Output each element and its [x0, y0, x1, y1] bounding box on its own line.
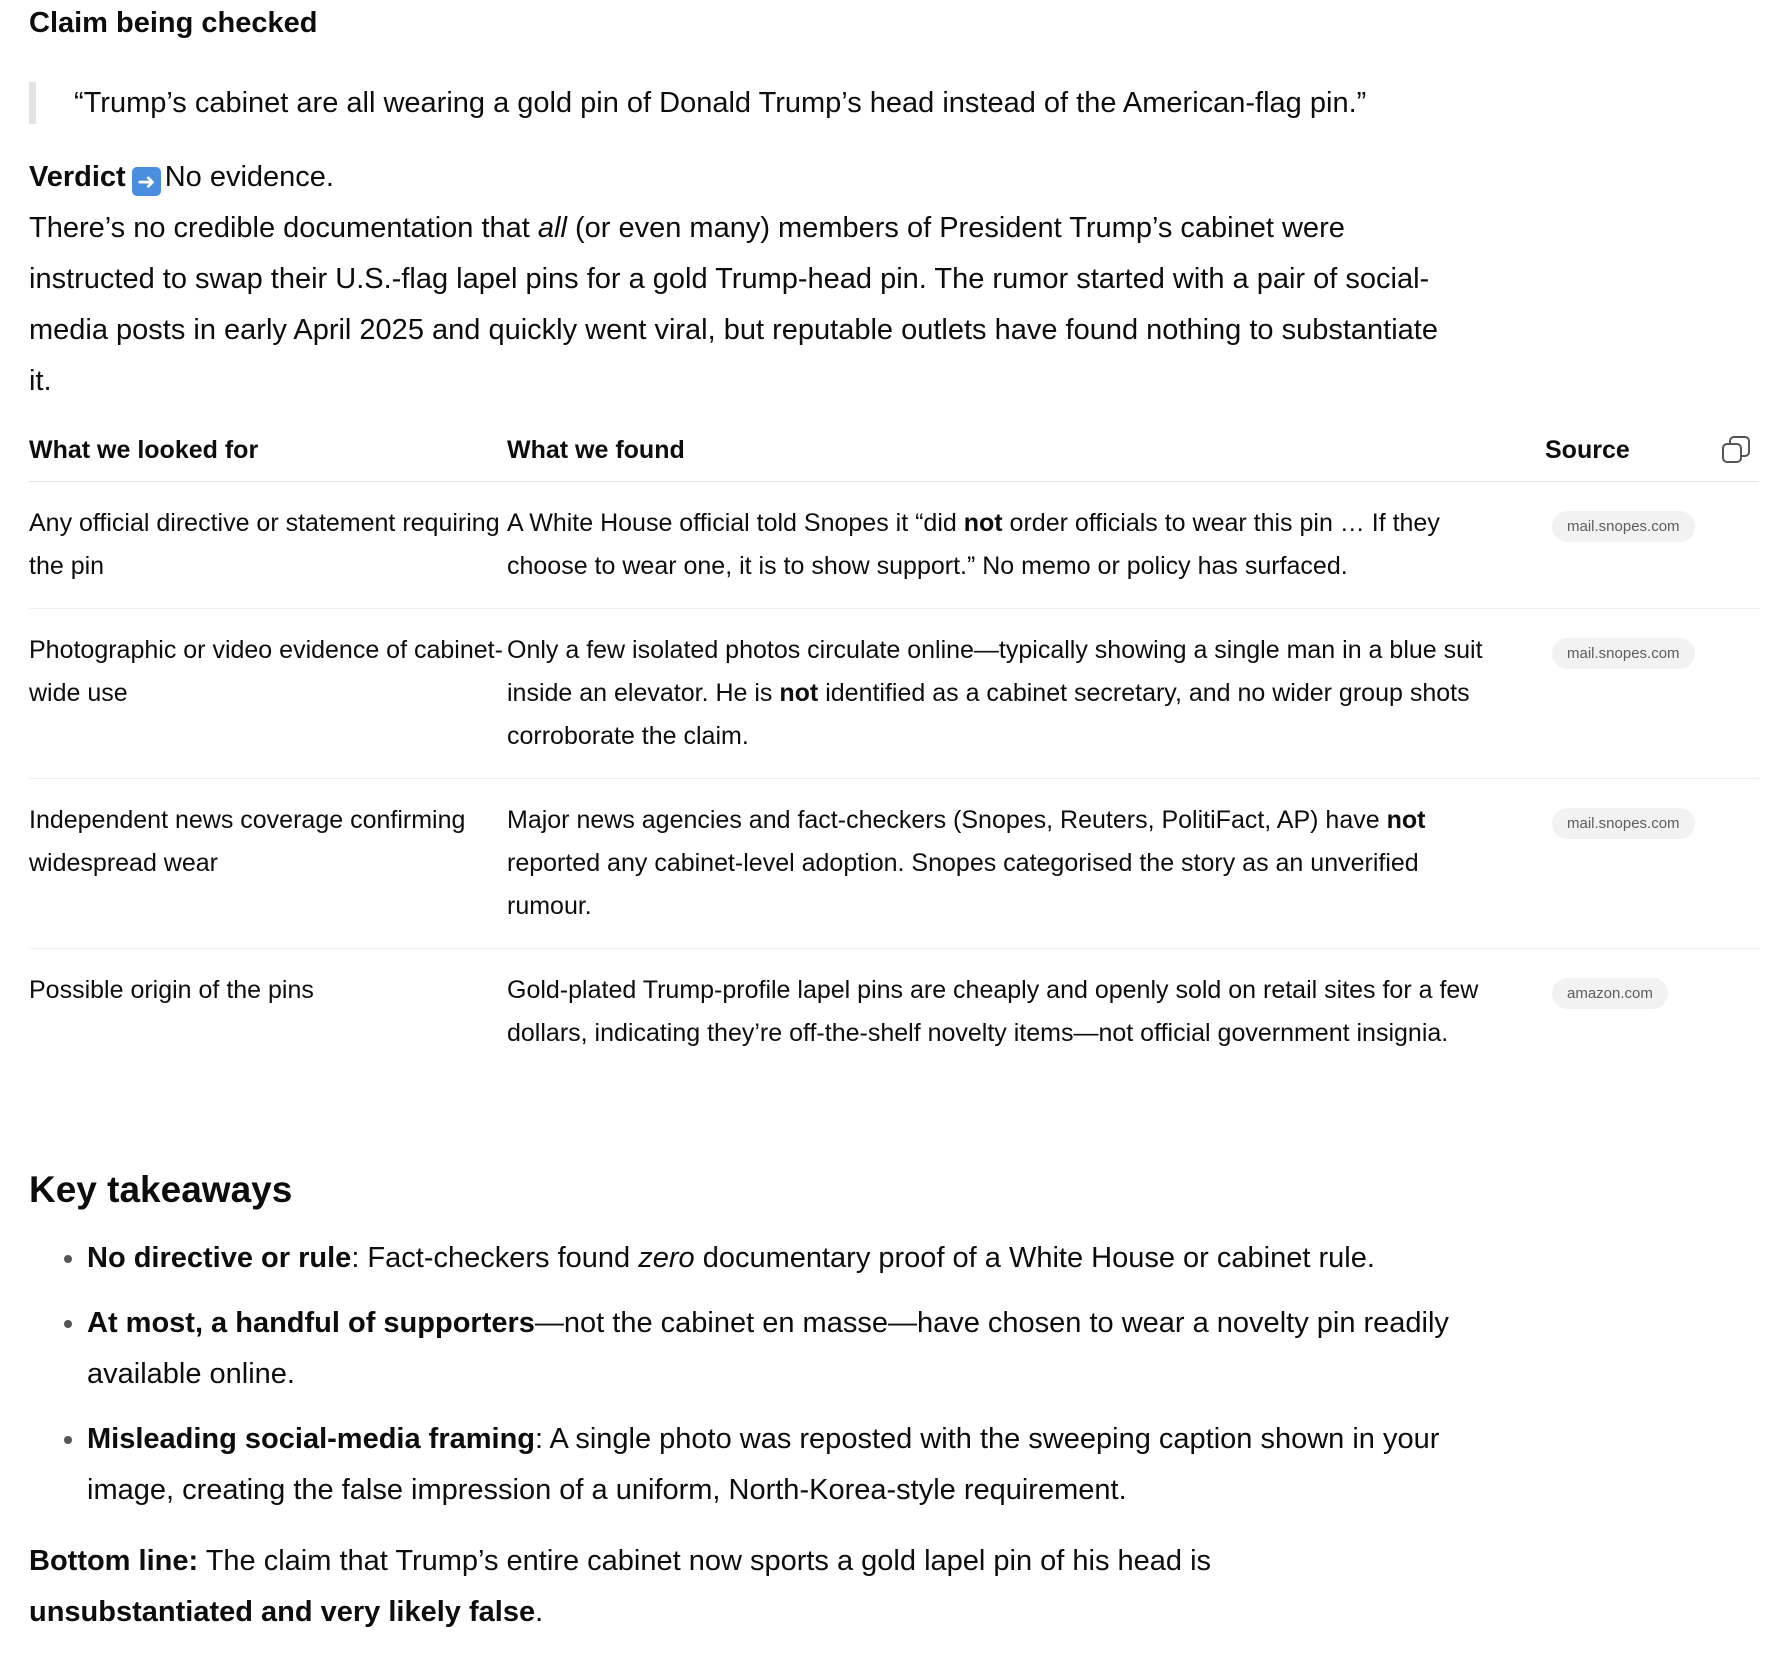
- bottom-line-text: The claim that Trump’s entire cabinet now sports a gold lapel pin of his head is: [198, 1545, 1212, 1577]
- takeaway-bold: Misleading social-media framing: [87, 1423, 535, 1455]
- claim-heading: Claim being checked: [29, 7, 318, 39]
- found-text: Only a few isolated photos circulate online—typically showing a single man in a blue suit inside an elevator. He is: [507, 636, 1483, 707]
- takeaway-bold: At most, a handful of supporters: [87, 1307, 535, 1339]
- key-takeaways-heading: Key takeaways: [29, 1169, 293, 1210]
- arrow-right-icon: ➜: [132, 167, 161, 196]
- verdict-label: Verdict: [29, 161, 126, 193]
- intro-paragraph: [29, 203, 1449, 407]
- takeaways-list: [29, 1233, 1457, 1516]
- takeaway-text: : Fact-checkers found: [351, 1242, 639, 1274]
- intro-emphasis: all: [537, 212, 567, 244]
- looked-for-cell: Any official directive or statement requiring the pin: [29, 482, 507, 609]
- source-chip[interactable]: amazon.com: [1552, 978, 1668, 1009]
- source-cell: [1545, 609, 1759, 779]
- found-cell: [507, 949, 1545, 1076]
- intro-text-1: There’s no credible documentation that: [29, 212, 538, 244]
- source-cell: [1545, 482, 1759, 609]
- claim-quote: [29, 82, 1769, 124]
- found-text-end: identified as a cabinet secretary, and no wider group shots corroborate the claim.: [507, 679, 1470, 750]
- takeaway-emphasis: zero: [638, 1242, 695, 1274]
- header-source: [1545, 419, 1759, 482]
- table-row: [29, 779, 1759, 949]
- looked-for-cell: Photographic or video evidence of cabinet-wide use: [29, 609, 507, 779]
- table-row: [29, 482, 1759, 609]
- looked-for-cell: Independent news coverage confirming widespread wear: [29, 779, 507, 949]
- verdict-line: [29, 152, 1769, 203]
- header-looked-for: What we looked for: [29, 419, 507, 482]
- bottom-line: [29, 1536, 1349, 1638]
- header-found: What we found: [507, 419, 1545, 482]
- found-text-end: order officials to wear this pin … If they choose to wear one, it is to show support.” No memo or policy has surfaced.: [507, 509, 1440, 580]
- found-bold: not: [779, 679, 819, 707]
- findings-table: [29, 419, 1759, 1075]
- copy-icon[interactable]: [1721, 435, 1751, 465]
- table-row: [29, 609, 1759, 779]
- found-text-end: reported any cabinet-level adoption. Snopes categorised the story as an unverified rumour.: [507, 849, 1419, 920]
- found-bold: not: [1386, 806, 1426, 834]
- intro-text-2: (or even many) members of President Trump’s cabinet were instructed to swap their U.S.-flag lapel pins for a gold Trump-head pin. The rumor started with a pair of social-media posts in early April 2025 and quickly went viral, but reputable outlets have found nothing to substantiate it.: [29, 212, 1438, 397]
- list-item: [87, 1298, 1457, 1400]
- list-item: [87, 1414, 1457, 1516]
- bottom-line-label: Bottom line:: [29, 1545, 199, 1577]
- found-bold: not: [963, 509, 1003, 537]
- list-item: [87, 1233, 1457, 1284]
- source-chip[interactable]: mail.snopes.com: [1552, 808, 1695, 839]
- table-row: [29, 949, 1759, 1076]
- found-cell: [507, 609, 1545, 779]
- takeaway-text-end: documentary proof of a White House or cabinet rule.: [694, 1242, 1375, 1274]
- source-chip[interactable]: mail.snopes.com: [1552, 511, 1695, 542]
- found-text: A White House official told Snopes it “did: [507, 509, 964, 537]
- found-cell: [507, 482, 1545, 609]
- found-text: Major news agencies and fact-checkers (Snopes, Reuters, PolitiFact, AP) have: [507, 806, 1387, 834]
- source-cell: [1545, 779, 1759, 949]
- bottom-line-conclusion: unsubstantiated and very likely false: [29, 1596, 536, 1628]
- source-cell: [1545, 949, 1759, 1076]
- found-text: Gold-plated Trump-profile lapel pins are cheaply and openly sold on retail sites for a few dollars, indicating they’re off-the-shelf novelty items—not official government insignia.: [507, 976, 1479, 1047]
- bottom-line-period: .: [535, 1596, 544, 1628]
- claim-quote-text: “Trump’s cabinet are all wearing a gold pin of Donald Trump’s head instead of the American-flag pin.”: [74, 87, 1367, 119]
- takeaway-bold: No directive or rule: [87, 1242, 352, 1274]
- verdict-value: No evidence.: [164, 161, 334, 193]
- table-header-row: [29, 419, 1759, 482]
- header-source-label: Source: [1545, 435, 1630, 464]
- takeaway-text: : A single photo was reposted with the sweeping caption shown in your image, creating the false impression of a uniform, North-Korea-style requirement.: [87, 1423, 1440, 1506]
- found-cell: [507, 779, 1545, 949]
- looked-for-cell: Possible origin of the pins: [29, 976, 314, 1004]
- takeaway-text: —not the cabinet en masse—have chosen to wear a novelty pin readily available online.: [87, 1307, 1449, 1390]
- source-chip[interactable]: mail.snopes.com: [1552, 638, 1695, 669]
